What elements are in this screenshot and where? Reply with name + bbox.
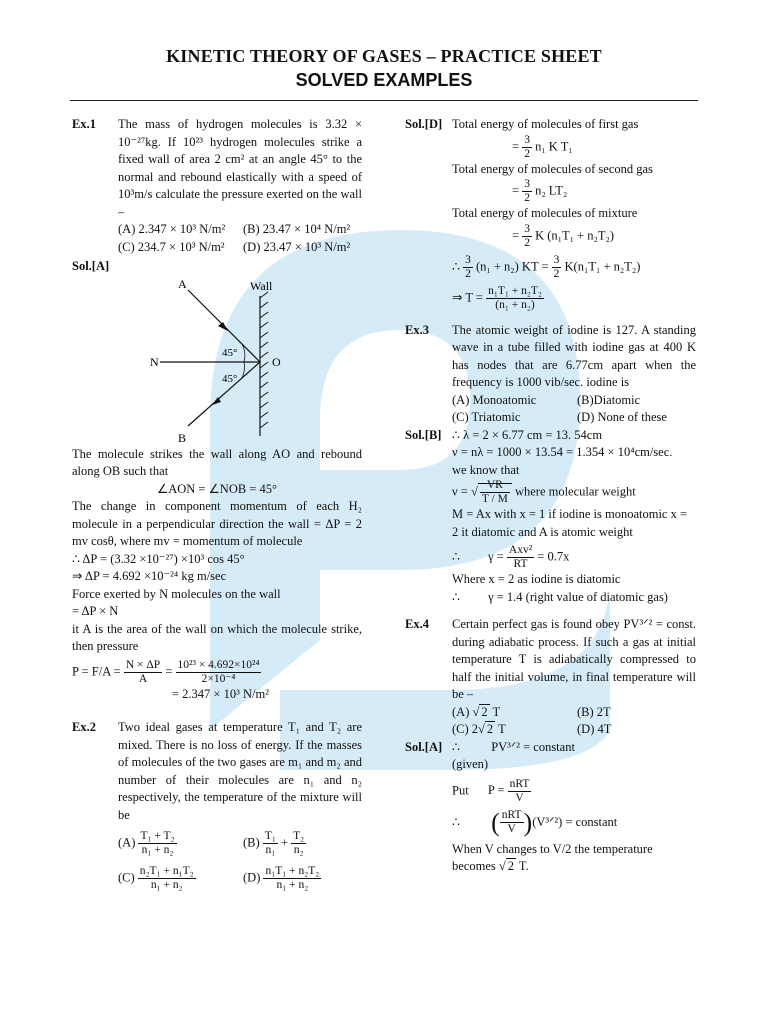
point-a-label: A bbox=[178, 276, 187, 291]
gamma-equation: ∴ γ = $\frac{\text{Axv²}}{RT}$ = 0.7x bbox=[452, 544, 570, 570]
fraction: $\frac{N \times \Delta P}{A}$ bbox=[125, 658, 161, 685]
solution-text: we know that bbox=[452, 462, 520, 477]
solution-text: Total energy of molecules of first gas bbox=[452, 117, 639, 131]
example-question: Two ideal gases at temperature T₁ and T₂ are mixed. There is no loss of energy. If the masses of molecules of the two gases are m₁ and m₂ and number of their molecules are n₁ and n₂ respectively, the temperature of the mixture will be bbox=[118, 720, 362, 822]
solution-step: ∴ λ = 2 × 6.77 cm = 13. 54cm bbox=[452, 427, 603, 442]
example-question: The mass of hydrogen molecules is 3.32 × 10⁻²⁷kg. If 10²³ hydrogen molecules strike a fixed wall of area 2 cm² at an angle 45° to the normal and rebound elastically with a speed of 10³m/s calculate the pressure exerted on the wall – bbox=[118, 117, 362, 219]
example-3 bbox=[405, 322, 696, 427]
option-b: (B) 2T bbox=[577, 704, 611, 719]
option-a: (A) √ 2 T bbox=[452, 704, 501, 719]
equation: = $\frac{3}{2}$ n₂ LT₂ bbox=[512, 178, 568, 204]
option-c: (C) Triatomic bbox=[452, 410, 521, 424]
option-d: (D) None of these bbox=[577, 410, 667, 424]
solution-text: Force exerted by N molecules on the wall bbox=[72, 586, 281, 601]
solution-label: Sol.[A] bbox=[405, 739, 443, 754]
put-equation: Put P = $\frac{\text{nRT}}{V}$ bbox=[452, 777, 530, 804]
example-1 bbox=[72, 116, 362, 256]
point-b-label: B bbox=[178, 430, 187, 445]
equation-lhs: P = F/A = bbox=[72, 663, 124, 678]
options bbox=[452, 704, 696, 739]
solution-step: ∴ PV³ᐟ² = constant bbox=[452, 739, 575, 754]
equals-sign: = bbox=[165, 663, 176, 678]
solution-3 bbox=[405, 427, 696, 607]
left-column bbox=[72, 116, 362, 892]
pressure-result: = 2.347 × 10³ N/m² bbox=[172, 686, 269, 701]
solution-text: When V changes to V/2 the temperature bbox=[452, 841, 653, 856]
example-label: Ex.1 bbox=[72, 117, 96, 131]
solution-text: (given) bbox=[452, 757, 489, 771]
solution-label: Sol.[A] bbox=[72, 259, 110, 273]
options bbox=[118, 830, 362, 892]
solution-step: ⇒ ΔP = 4.692 ×10⁻²⁴ kg m/sec bbox=[72, 569, 227, 583]
solution-text: The molecule strikes the wall along AO and rebound along OB such that bbox=[72, 446, 362, 478]
option-b: (B) 23.47 × 10⁴ N/m² bbox=[243, 222, 351, 236]
page-header bbox=[0, 46, 768, 91]
solution-step: = ΔP × N bbox=[72, 604, 119, 618]
option-a: (A) 2.347 × 10³ N/m² bbox=[118, 222, 226, 236]
solution-2 bbox=[405, 116, 696, 312]
solution-text: it A is the area of the wall on which the molecule strike, then pressure bbox=[72, 621, 362, 653]
option-c: (C) 2√ 2 T bbox=[452, 722, 506, 736]
solution-label: Sol.[D] bbox=[405, 117, 443, 131]
pressure-equation bbox=[72, 659, 362, 686]
angle-label-top: 45° bbox=[222, 346, 238, 359]
solution-step: ν = nλ = 1000 × 13.54 = 1.354 × 10⁴cm/sec. bbox=[452, 445, 673, 459]
solution-text: M = Ax with x = 1 if iodine is monoatomic x = 2 it diatomic and A is atomic weight bbox=[452, 507, 688, 539]
solution-text: Total energy of molecules of second gas bbox=[452, 161, 653, 176]
option-a: (A) $\frac{\text{T₁ + T₂}}{\text{n₁ + n₂}}$ bbox=[118, 830, 175, 856]
options bbox=[452, 392, 696, 427]
page-subtitle: SOLVED EXAMPLES bbox=[295, 70, 473, 90]
option-d: (D) 4T bbox=[577, 722, 612, 736]
example-4 bbox=[405, 616, 696, 739]
collision-diagram bbox=[72, 276, 362, 446]
equation: ⇒ T = $\frac{\text{n₁T₁ + n₂T₂}}{\text{(n₁ + n₂)}}$ bbox=[452, 284, 542, 311]
options bbox=[118, 221, 362, 256]
option-d: (D) 23.47 × 10³ N/m² bbox=[243, 239, 351, 254]
velocity-equation: ν = √ $\frac{VR}{T / M}$ where molecular weight bbox=[452, 479, 636, 505]
angle-label-bottom: 45° bbox=[222, 372, 238, 385]
solution-text: The change in component momentum of each H₂ molecule in a perpendicular direction the wall = ΔP = 2 mv cosθ, where mv = momentum of molecule bbox=[72, 499, 362, 548]
solution-label: Sol.[B] bbox=[405, 427, 442, 442]
option-b: (B) $\frac{\text{T₁}}{\text{n₁}}$ + $\frac{\text{T₂}}{\text{n₂}}$ bbox=[243, 830, 305, 856]
point-o-label: O bbox=[272, 354, 281, 369]
solution-text: Where x = 2 as iodine is diatomic bbox=[452, 572, 621, 586]
option-c: (C) $\frac{\text{n₂T₁ + n₁T₂}}{\text{n₁ + n₂}}$ bbox=[118, 865, 194, 891]
option-a: (A) Monoatomic bbox=[452, 392, 537, 407]
equation: = $\frac{3}{2}$ n₁ K T₁ bbox=[512, 133, 573, 160]
fraction: $\frac{\text{10²³ × 4.692×10²⁴}}{\text{2×10⁻⁴}}$ bbox=[177, 658, 260, 685]
point-n-label: N bbox=[150, 354, 159, 369]
example-question: The atomic weight of iodine is 127. A standing wave in a tube filled with iodine gas at 400 K has nodes that are 6.77cm apart when the frequency is 1000 vib/sec. iodine is bbox=[452, 322, 696, 389]
right-column bbox=[405, 116, 696, 876]
solution-text: Total energy of molecules of mixture bbox=[452, 206, 638, 220]
solution-text: becomes √ 2 T. bbox=[452, 859, 529, 873]
page-title: KINETIC THEORY OF GASES – PRACTICE SHEET bbox=[166, 46, 602, 66]
solution-step: ∴ ΔP = (3.32 ×10⁻²⁷) ×10³ cos 45° bbox=[72, 551, 245, 566]
solution-4 bbox=[405, 739, 696, 876]
option-c: (C) 234.7 × 10³ N/m² bbox=[118, 239, 225, 254]
example-label: Ex.2 bbox=[72, 720, 96, 734]
solution-step: ∴ γ = 1.4 (right value of diatomic gas) bbox=[452, 589, 668, 604]
wall-label: Wall bbox=[250, 278, 273, 293]
example-2 bbox=[72, 719, 362, 892]
example-label: Ex.4 bbox=[405, 617, 429, 631]
example-label: Ex.3 bbox=[405, 322, 429, 337]
equation: = $\frac{3}{2}$ K (n₁T₁ + n₂T₂) bbox=[512, 222, 615, 249]
option-d: (D) $\frac{\text{n₁T₁ + n₂T₂}}{\text{n₁ + n₂}}$ bbox=[243, 865, 320, 891]
header-divider bbox=[70, 100, 698, 101]
constant-equation: ∴ ( $\frac{\text{nRT}}{V}$ )(V³ᐟ²) = constant bbox=[452, 807, 618, 837]
example-question: Certain perfect gas is found obey PV³ᐟ² = const. during adiabatic process. If such a gas at initial temperature T is adiabatically compressed to half the initial volume, in final temperature will be – bbox=[452, 617, 696, 701]
option-b: (B)Diatomic bbox=[577, 392, 641, 407]
equation: ∴ $\frac{3}{2}$ (n₁ + n₂) KT = $\frac{3}{2}$ K(n₁T₁ + n₂T₂) bbox=[452, 253, 641, 280]
angle-equation: ∠AON = ∠NOB = 45° bbox=[157, 481, 277, 496]
